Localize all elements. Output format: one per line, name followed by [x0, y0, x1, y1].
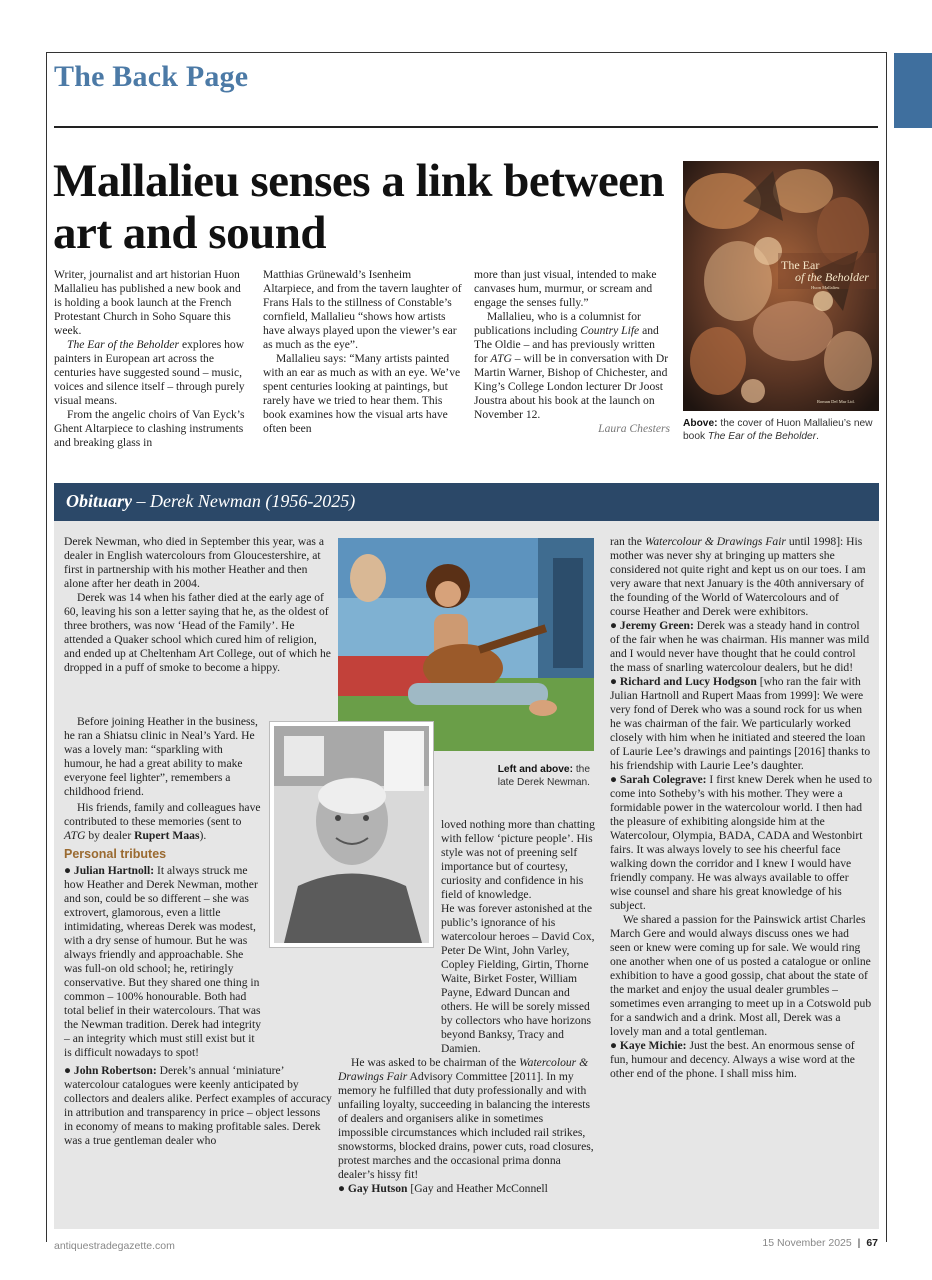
footer-separator: |	[857, 1237, 861, 1249]
tribute-item: ● Sarah Colegrave: I first knew Derek when he used to come into Sotheby’s with his mother. They were a formidable power in the watercolour world. I then had the pleasure of exhibiting alongside him at the Watercolour, Olympia, BADA, CADA and Westonbirt fairs. It was always lovely to see his cheerful face walking down the corridor and I knew I would have friendly company. He was always available to offer wise counsel and share his great knowledge of his subject.	[610, 773, 873, 912]
footer-date: 15 November 2025	[762, 1237, 852, 1249]
book-cover-image	[683, 161, 879, 411]
obituary-photo-caption: Left and above: the late Derek Newman.	[497, 764, 590, 788]
article-paragraph: more than just visual, intended to make canvases hum, murmur, or scream and engage the senses fully.”	[474, 268, 657, 309]
tribute-item: ● Julian Hartnoll: It always struck me how Heather and Derek Newman, mother and son, could be so different – she was extrovert, glamorous, even a little intimidating, whereas Derek was modest, with a dry sense of humour. But he was always friendly and approachable. She was full-on old school; he, retiringly conservative. But they shared one thing in common – 100% honourable. Both had total belief in their watercolours. That was the Newman tradition. Derek had integrity – an integrity which must still exist but it is difficult nowadays to spot!	[64, 864, 262, 1059]
tribute-item: ● Gay Hutson [Gay and Heather McConnell	[338, 1182, 548, 1195]
article-column-2	[263, 268, 463, 436]
article-paragraph: Matthias Grünewald’s Isenheim Altarpiece, and from the tavern laughter of Frans Hals to the stillness of Constable’s cornfield, Mallalieu “shows how artists have always played upon the viewer’s ear as much as the eye”.	[263, 268, 462, 351]
cover-credit: Roman Del Mar Ltd.	[817, 399, 855, 404]
cover-author: Huon Mallalieu	[811, 285, 840, 290]
obituary-paragraph: His friends, family and colleagues have contributed to these memories (sent to ATG by dealer Rupert Maas).	[64, 801, 261, 842]
obituary-column-2-lower	[338, 902, 596, 1196]
article-paragraph: Mallalieu says: “Many artists painted with an ear as much as with an eye. We’ve spent centuries looking at paintings, but rarely have we tried to hear them. This book examines how the visual arts have often been	[263, 352, 461, 435]
obituary-paragraph: ran the Watercolour & Drawings Fair until 1998]: His mother was never shy at bringing up matters she considered not quite right and kept us on our toes. I am very aware that next January is the 40th anniversary of the founding of the World of Watercolours and of course Heather and Derek were exhibitors.	[610, 535, 866, 618]
section-divider	[54, 126, 878, 128]
obituary-column-1-lower	[64, 1064, 332, 1148]
guitar-photo-artwork	[338, 538, 594, 751]
tribute-item: ● Richard and Lucy Hodgson [who ran the fair with Julian Hartnoll and Rupert Maas from 1999]: We were very fond of Derek who was a sound rock for us when he was chairman of the fair. We particularly worked closely with him when he initiated and steered the loan of Laurie Lee’s drawings and paintings [2016] thanks to his friendship with Laurie Lee’s daughter.	[610, 675, 871, 772]
obituary-paragraph: loved nothing more than chatting with fellow ‘picture people’. His style was not of preening self importance but of courtesy, curiosity and confidence in his field of knowledge.	[441, 818, 595, 901]
footer-page-info	[762, 1237, 878, 1249]
page-number: 67	[866, 1237, 878, 1249]
headline: Mallalieu senses a link between art and sound	[53, 155, 665, 259]
tributes-heading: Personal tributes	[64, 847, 167, 861]
article-column-1	[54, 268, 250, 450]
obituary-column-3	[610, 535, 872, 1081]
tribute-item: ● Kaye Michie: Just the best. An enormous sense of fun, humour and decency. Always a wise word at the other end of the phone. I shall miss him.	[610, 1039, 855, 1080]
obituary-column-1	[64, 535, 332, 675]
footer-site: antiquestradegazette.com	[54, 1240, 175, 1252]
obituary-column-2	[441, 818, 596, 902]
obituary-paragraph: Derek Newman, who died in September this year, was a dealer in English watercolours from Gloucestershire, at first in partnership with his mother Heather and then alone after her death in 2004.	[64, 535, 324, 590]
section-title: The Back Page	[54, 60, 249, 93]
obituary-paragraph: Before joining Heather in the business, he ran a Shiatsu clinic in Neal’s Yard. He was a lovely man: “sparkling with humour, he had a great ability to make everyone feel lighter”, remembers a childhood friend.	[64, 715, 258, 798]
obituary-paragraph: Derek was 14 when his father died at the early age of 60, leaving his son a letter saying that he, as the oldest of three brothers, was now ‘Head of the Family’. He attended a Quaker school which cured him of religion, and ended up at Cheltenham Art College, out of which he dropped in a puff of smoke to become a hippy.	[64, 591, 331, 674]
article-column-3	[474, 268, 670, 436]
obituary-paragraph: He was asked to be chairman of the Watercolour & Drawings Fair Advisory Committee [2011]. In my memory he fulfilled that duty professionally and with unfailing loyalty, succeeding in balancing the interests of dealers and organisers alike in sometimes impossible circumstances which included rail strikes, snowstorms, blocked drains, power cuts, road closures, protest marches and the occasional prima donna dealer’s hissy fit!	[338, 1056, 594, 1181]
tribute-item: ● Jeremy Green: Derek was a steady hand in control of the fair when he was chairman. His manner was mild and I would never have thought that he could control the mass of snarling watercolour dealers, but he did!	[610, 619, 870, 674]
article-paragraph: The Ear of the Beholder explores how painters in European art across the centuries have suggested sound – music, voices and silence itself – through purely visual means.	[54, 338, 245, 407]
cover-title: The Ear of the Beholder	[781, 258, 869, 284]
photo-derek-guitar	[338, 538, 594, 751]
article-paragraph: From the angelic choirs of Van Eyck’s Ghent Altarpiece to clashing instruments and breaking glass in	[54, 408, 245, 449]
obituary-title: Obituary – Derek Newman (1956-2025)	[66, 491, 356, 511]
obituary-paragraph: He was forever astonished at the public’s ignorance of his watercolour heroes – David Cox, Peter De Wint, John Varley, Copley Fielding, Girtin, Thorne Waite, Birket Foster, William Payne, Edward Duncan and others. He will be sorely missed by collectors who have horizons beyond Banksy, Tracy and Damien.	[441, 902, 595, 1055]
section-tab	[894, 53, 932, 128]
tribute-item: ● John Robertson: Derek’s annual ‘miniature’ watercolour catalogues were keenly anticipated by collectors and dealers alike. Perfect examples of accuracy in attribution and transparency in price – object lessons in economy of means to making profitable sales. Derek was a true gentleman dealer who	[64, 1064, 332, 1147]
obituary-paragraph: We shared a passion for the Painswick artist Charles March Gere and would always discuss ones we had seen or knew were coming up for sale. We would ring one another when one of us posted a catalogue or online exhibition to have a good gossip, chat about the state of the market and enjoy the usual dealer grumbles – sometimes even arranging to meet up in a Cotswold pub for a sandwich and a drink. Most all, Derek was a lovely man and a total gentleman.	[610, 913, 872, 1038]
byline: Laura Chesters	[598, 422, 670, 435]
article-paragraph: Mallalieu, who is a columnist for publications including Country Life and The Oldie – and has previously written for ATG – will be in conversation with Dr Martin Warner, Bishop of Chichester, and King’s College London lecturer Dr Joost Joustra about his book at the launch on November 12.	[474, 310, 669, 421]
book-title: The Ear of the Beholder	[67, 338, 180, 351]
article-paragraph: Writer, journalist and art historian Huon Mallalieu has published a new book and is holding a book launch at the French Protestant Church in Soho Square this week.	[54, 268, 241, 337]
book-cover-caption: Above: the cover of Huon Mallalieu’s new book The Ear of the Beholder.	[683, 418, 873, 442]
obituary-column-1-wrap	[64, 715, 264, 1060]
cover-artwork	[683, 161, 879, 411]
